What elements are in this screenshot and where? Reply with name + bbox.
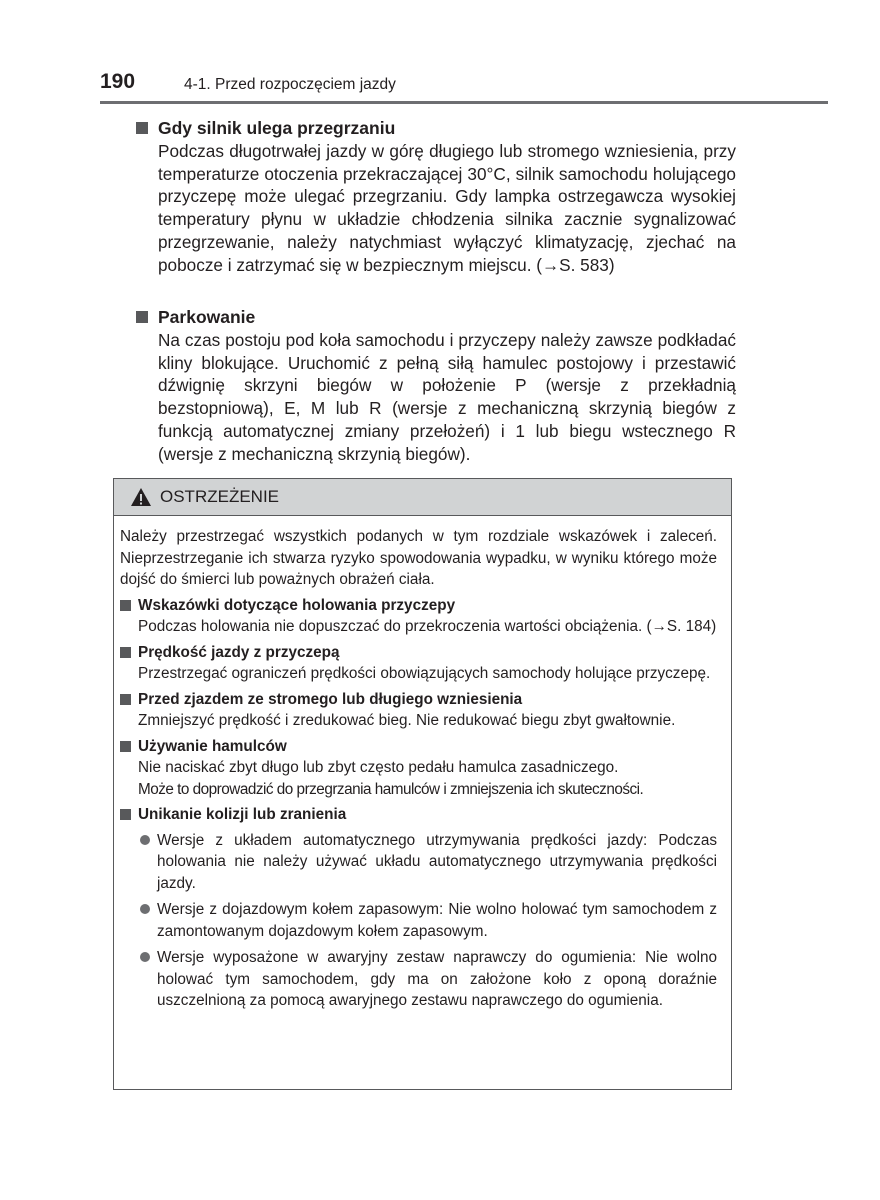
warning-item-title: Wskazówki dotyczące holowania przyczepy (138, 596, 456, 614)
section-parking (136, 305, 736, 465)
warning-title: OSTRZEŻENIE (160, 487, 280, 506)
square-bullet-icon (136, 122, 148, 134)
bullet-text: Wersje z dojazdowym kołem zapasowym: Nie wolno holować tym samochodem z zamontowanym dojazdowym kołem zapasowym. (157, 901, 717, 940)
header-rule (100, 101, 828, 104)
warning-item-title: Przed zjazdem ze stromego lub długiego wzniesienia (138, 690, 523, 708)
section-body: Na czas postoju pod koła samochodu i przyczepy należy zawsze podkładać kliny blokujące. Uruchomić z pełną siłą hamulec postojowy i przestawić dźwignię skrzyni biegów w położenie P (wersje z przekładnią bezstopniową), E, M lub R (wersje z mechaniczną skrzynią biegów z funkcją automatycznej zmiany przełożeń) i 1 lub biegu wstecznego R (wersje z mechaniczną skrzynią biegów). (158, 330, 736, 464)
section-body: Podczas długotrwałej jazdy w górę długiego lub stromego wzniesienia, przy temperaturze otoczenia przekraczającej 30°C, silnik samochodu holującego przyczepę może ulegać przegrzaniu. Gdy lampka ostrzegawcza wysokiej temperatury płynu w układzie chłodzenia silnika zacznie sygnalizować przegrzewanie, należy natychmiast wyłączyć klimatyzację, zjechać na pobocze i zatrzymać się w bezpiecznym miejscu. (→S. 583) (158, 141, 736, 275)
round-bullet-icon (140, 952, 150, 962)
section-overheating (136, 116, 736, 276)
warning-triangle-icon (130, 487, 152, 507)
warning-item-text: Może to doprowadzić do przegrzania hamulców i zmniejszenia ich skuteczności. (138, 780, 644, 798)
bullet-text: Wersje z układem automatycznego utrzymywania prędkości jazdy: Podczas holowania nie należy używać układu automatycznego utrzymywania prędkości jazdy. (157, 831, 717, 892)
warning-header (114, 479, 731, 516)
warning-item-heading (120, 736, 717, 758)
warning-box (113, 478, 732, 1090)
section-title: Gdy silnik ulega przegrzaniu (158, 118, 396, 138)
warning-item-text: Podczas holowania nie dopuszczać do przekroczenia wartości obciążenia. (→S. 184) (138, 618, 717, 635)
page-header (100, 70, 828, 104)
warning-item-heading (120, 689, 717, 711)
round-bullet-icon (140, 835, 150, 845)
section-heading (136, 116, 736, 140)
chapter-title: 4-1. Przed rozpoczęciem jazdy (184, 76, 396, 93)
section-title: Parkowanie (158, 307, 256, 327)
list-item (140, 899, 717, 942)
warning-intro: Należy przestrzegać wszystkich podanych w tym rozdziale wskazówek i zaleceń. Nieprzestrzeganie ich stwarza ryzyko spowodowania wypadku, w wyniku którego może dojść do śmierci lub poważnych obrażeń ciała. (120, 528, 717, 588)
warning-item-title: Prędkość jazdy z przyczepą (138, 643, 340, 661)
warning-item-title: Unikanie kolizji lub zranienia (138, 806, 347, 823)
bullet-text: Wersje wyposażone w awaryjny zestaw naprawczy do ogumienia: Nie wolno holować tym samochodem, gdy ma on założone koło z oponą doraźnie uszczelnioną za pomocą awaryjnego zestawu naprawczego do ogumienia. (157, 949, 717, 1009)
round-bullet-icon (140, 904, 150, 914)
list-item (140, 830, 717, 895)
list-item (140, 947, 717, 1012)
square-bullet-icon (120, 600, 131, 611)
warning-item-text: Nie naciskać zbyt długo lub zbyt często pedału hamulca zasadniczego. (138, 759, 619, 776)
warning-item-title: Używanie hamulców (138, 737, 287, 755)
warning-item-heading (120, 642, 717, 664)
warning-item-text: Przestrzegać ograniczeń prędkości obowiązujących samochody holujące przyczepę. (138, 665, 711, 682)
warning-body (114, 516, 731, 1012)
square-bullet-icon (136, 311, 148, 323)
warning-item-heading (120, 804, 717, 826)
square-bullet-icon (120, 809, 131, 820)
page-number: 190 (100, 70, 136, 93)
warning-item-text: Zmniejszyć prędkość i zredukować bieg. Nie redukować biegu zbyt gwałtownie. (138, 712, 676, 729)
warning-item-heading (120, 595, 717, 617)
square-bullet-icon (120, 694, 131, 705)
square-bullet-icon (120, 741, 131, 752)
square-bullet-icon (120, 647, 131, 658)
section-heading (136, 305, 736, 329)
